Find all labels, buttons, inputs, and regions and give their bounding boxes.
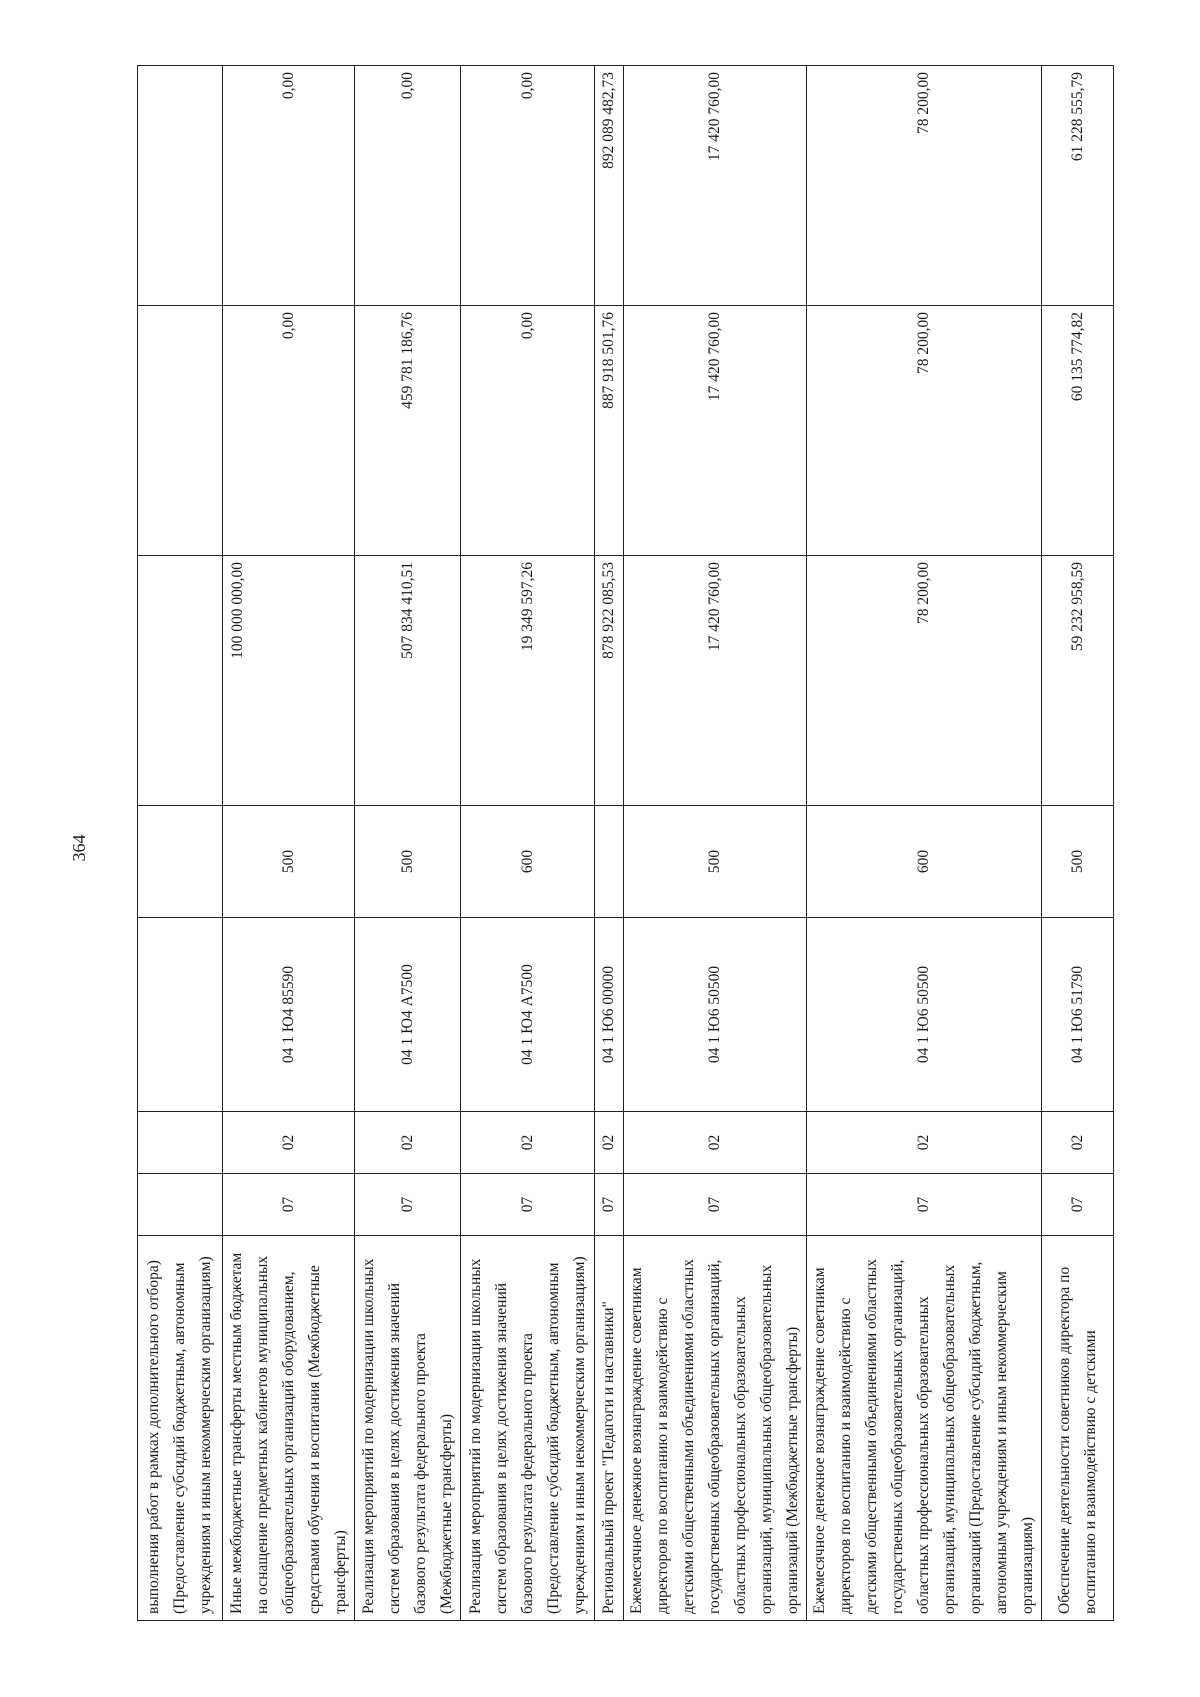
sum-cell-3: 17 420 760,00 xyxy=(624,66,807,306)
csr-cell xyxy=(138,918,223,1112)
sum-cell-2: 459 781 186,76 xyxy=(355,306,461,556)
podrazdel-cell: 02 xyxy=(624,1112,807,1174)
razdel-cell: 07 xyxy=(807,1174,1042,1236)
sum-cell-3: 0,00 xyxy=(461,66,595,306)
sum-cell-1: 878 922 085,53 xyxy=(595,556,624,806)
podrazdel-cell: 02 xyxy=(223,1112,355,1174)
table-row xyxy=(595,66,624,1621)
podrazdel-cell: 02 xyxy=(1042,1112,1114,1174)
table-row xyxy=(624,66,807,1621)
vr-cell: 500 xyxy=(223,806,355,918)
razdel-cell xyxy=(138,1174,223,1236)
podrazdel-cell: 02 xyxy=(461,1112,595,1174)
csr-cell: 04 1 Ю6 00000 xyxy=(595,918,624,1112)
table-row xyxy=(138,66,223,1621)
row-description: выполнения работ в рамках дополнительного отбора) (Предоставление субсидий бюджетным, автономным учреждениям и иным некоммерческим организациям) xyxy=(138,1236,223,1621)
sum-cell-2: 17 420 760,00 xyxy=(624,306,807,556)
podrazdel-cell: 02 xyxy=(595,1112,624,1174)
sum-cell-2: 887 918 501,76 xyxy=(595,306,624,556)
podrazdel-cell xyxy=(138,1112,223,1174)
sum-cell-2: 0,00 xyxy=(223,306,355,556)
sum-cell-1: 17 420 760,00 xyxy=(624,556,807,806)
table-row xyxy=(355,66,461,1621)
sum-cell-1: 78 200,00 xyxy=(807,556,1042,806)
table-row xyxy=(1042,66,1114,1621)
sum-cell-3: 61 228 555,79 xyxy=(1042,66,1114,306)
razdel-cell: 07 xyxy=(223,1174,355,1236)
vr-cell: 600 xyxy=(807,806,1042,918)
row-description: Обеспечение деятельности советников директора по воспитанию и взаимодействию с детскими xyxy=(1042,1236,1114,1621)
sum-cell-3: 0,00 xyxy=(355,66,461,306)
sum-cell-3: 78 200,00 xyxy=(807,66,1042,306)
csr-cell: 04 1 Ю6 51790 xyxy=(1042,918,1114,1112)
vr-cell: 500 xyxy=(624,806,807,918)
vr-cell: 500 xyxy=(355,806,461,918)
table-row xyxy=(807,66,1042,1621)
row-description: Реализация мероприятий по модернизации школьных систем образования в целях достижения значений базового результата федерального проекта (Межбюджетные трансферты) xyxy=(355,1236,461,1621)
sum-cell-1: 59 232 958,59 xyxy=(1042,556,1114,806)
csr-cell: 04 1 Ю4 А7500 xyxy=(355,918,461,1112)
vr-cell: 500 xyxy=(1042,806,1114,918)
razdel-cell: 07 xyxy=(355,1174,461,1236)
table-row xyxy=(461,66,595,1621)
budget-table xyxy=(137,65,1114,1621)
razdel-cell: 07 xyxy=(461,1174,595,1236)
sum-cell-1: 100 000 000,00 xyxy=(223,556,355,806)
vr-cell xyxy=(595,806,624,918)
sum-cell-2: 78 200,00 xyxy=(807,306,1042,556)
sum-cell-1 xyxy=(138,556,223,806)
sum-cell-1: 19 349 597,26 xyxy=(461,556,595,806)
vr-cell xyxy=(138,806,223,918)
csr-cell: 04 1 Ю6 50500 xyxy=(807,918,1042,1112)
razdel-cell: 07 xyxy=(595,1174,624,1236)
rotated-page-content xyxy=(137,66,1099,1621)
csr-cell: 04 1 Ю4 А7500 xyxy=(461,918,595,1112)
sum-cell-1: 507 834 410,51 xyxy=(355,556,461,806)
csr-cell: 04 1 Ю6 50500 xyxy=(624,918,807,1112)
csr-cell: 04 1 Ю4 85590 xyxy=(223,918,355,1112)
row-description: Ежемесячное денежное вознаграждение советникам директоров по воспитанию и взаимодействию с детскими общественными объединениями областных государственных общеобразовательных организаций, областных профессиональных образовательных организаций, муниципальных общеобразовательных организаций (Межбюджетные трансферты) xyxy=(624,1236,807,1621)
sum-cell-2: 0,00 xyxy=(461,306,595,556)
sum-cell-3: 892 089 482,73 xyxy=(595,66,624,306)
sum-cell-3: 0,00 xyxy=(223,66,355,306)
podrazdel-cell: 02 xyxy=(355,1112,461,1174)
table-row xyxy=(223,66,355,1621)
vr-cell: 600 xyxy=(461,806,595,918)
row-description: Региональный проект "Педагоги и наставники" xyxy=(595,1236,624,1621)
page-number: 364 xyxy=(68,834,89,862)
sum-cell-3 xyxy=(138,66,223,306)
razdel-cell: 07 xyxy=(1042,1174,1114,1236)
razdel-cell: 07 xyxy=(624,1174,807,1236)
row-description: Иные межбюджетные трансферты местным бюджетам на оснащение предметных кабинетов муниципальных общеобразовательных организаций оборудованием, средствами обучения и воспитания (Межбюджетные трансферты) xyxy=(223,1236,355,1621)
sum-cell-2: 60 135 774,82 xyxy=(1042,306,1114,556)
row-description: Реализация мероприятий по модернизации школьных систем образования в целях достижения значений базового результата федерального проекта (Предоставление субсидий бюджетным, автономным учреждениям и иным некоммерческим организациям) xyxy=(461,1236,595,1621)
row-description: Ежемесячное денежное вознаграждение советникам директоров по воспитанию и взаимодействию с детскими общественными объединениями областных государственных общеобразовательных организаций, областных профессиональных образовательных организаций, муниципальных общеобразовательных организаций (Предоставление субсидий бюджетным, автономным учреждениям и иным некоммерческим организациям) xyxy=(807,1236,1042,1621)
sum-cell-2 xyxy=(138,306,223,556)
podrazdel-cell: 02 xyxy=(807,1112,1042,1174)
